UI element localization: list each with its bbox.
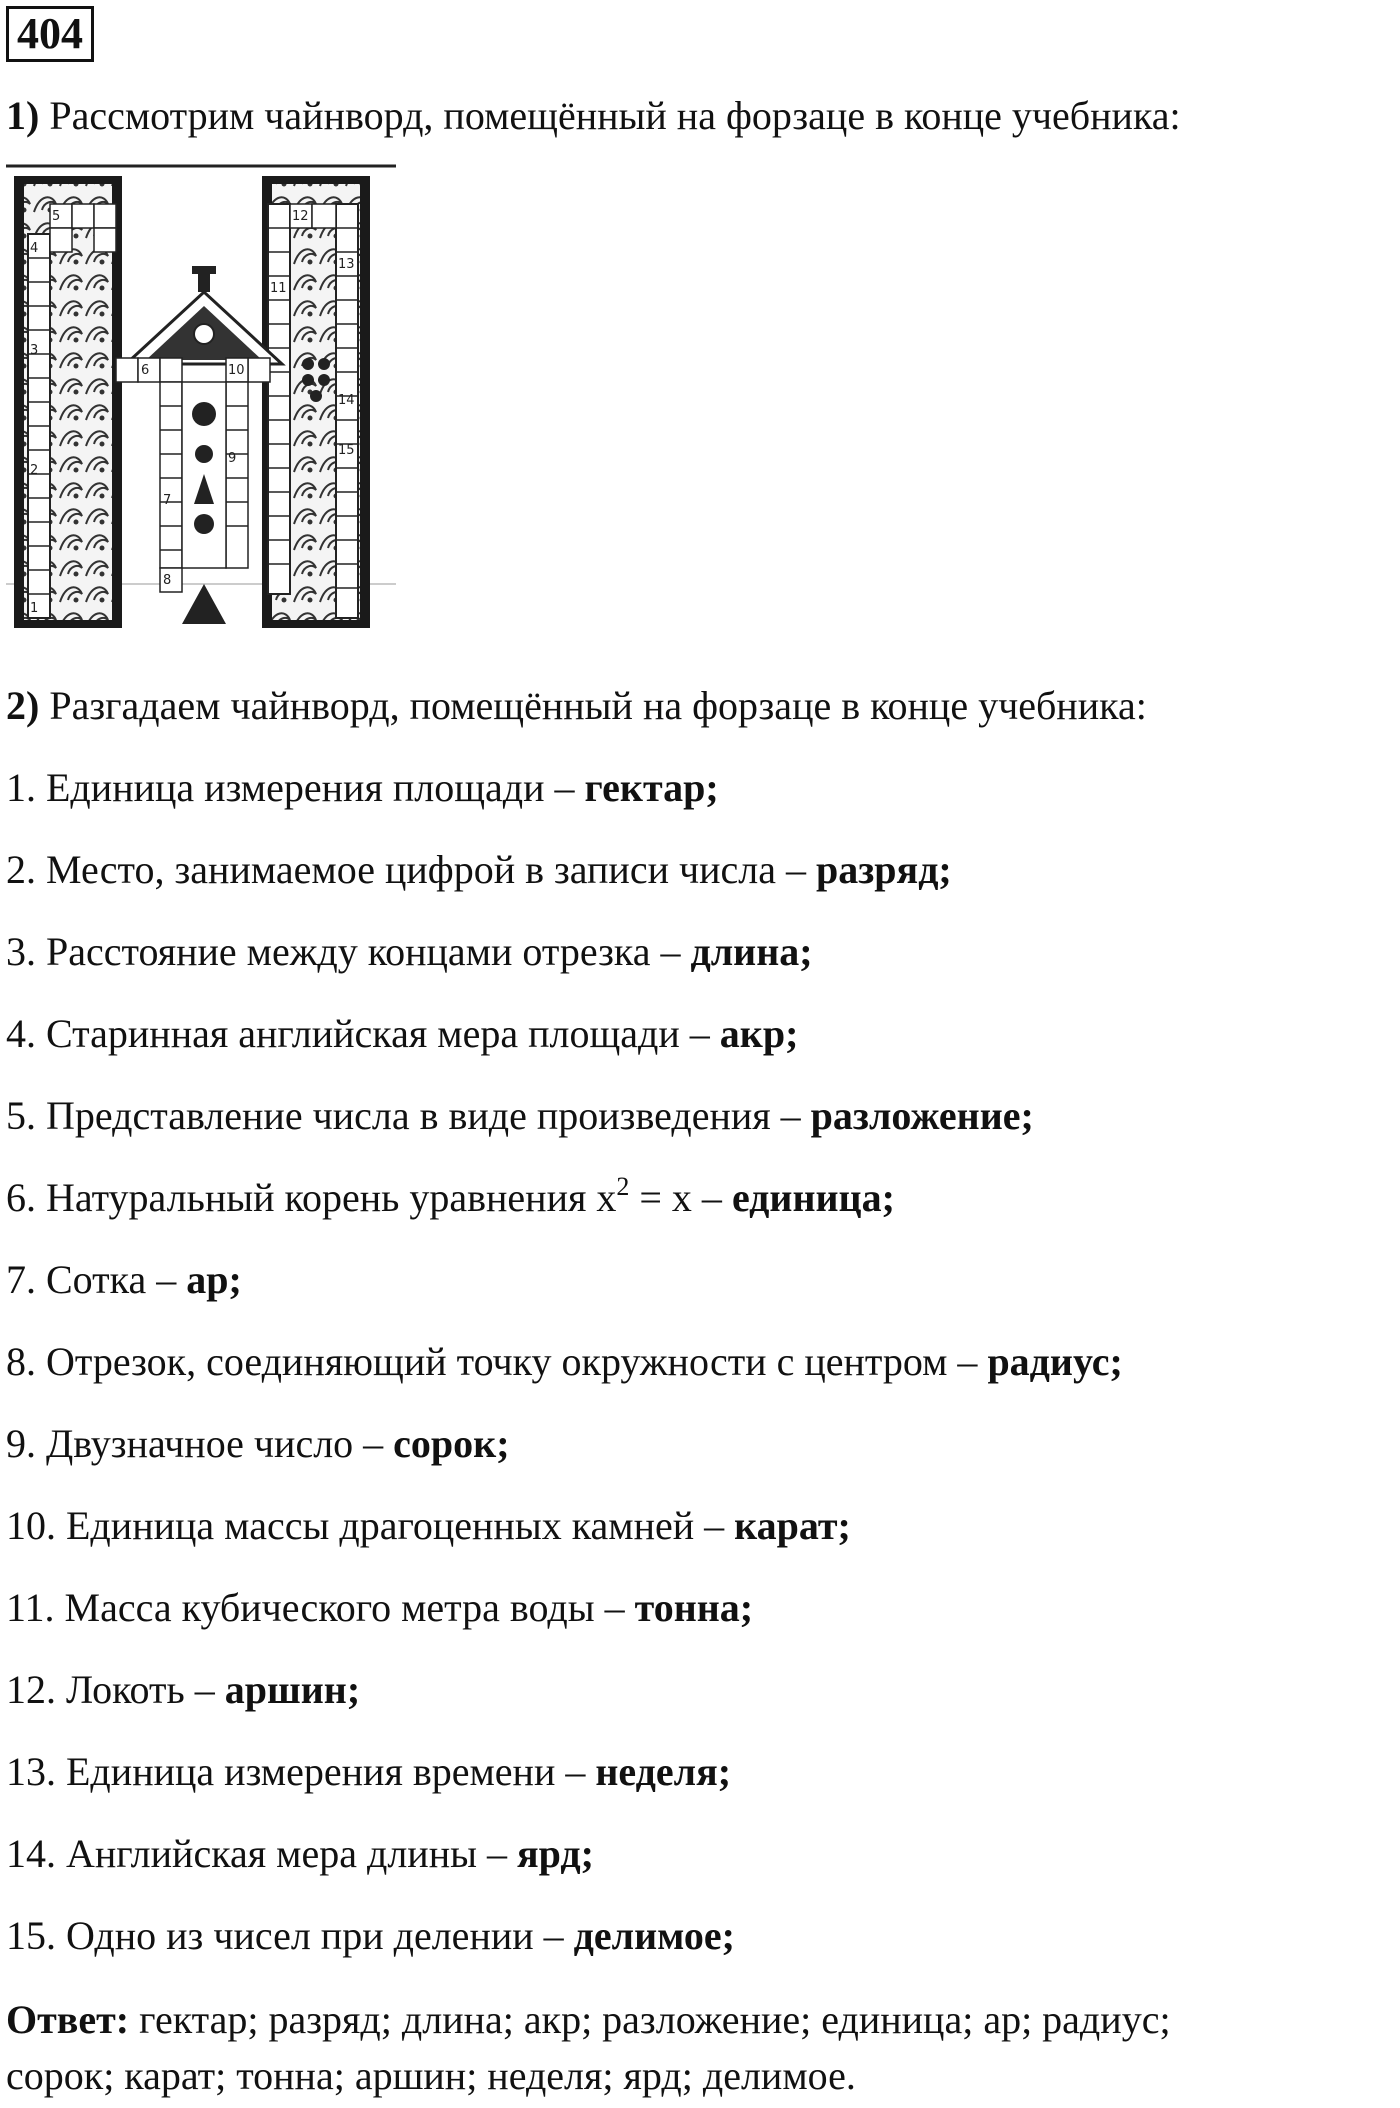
item-number: 10. (6, 1503, 56, 1548)
item-number: 8. (6, 1339, 36, 1384)
part2-text: Разгадаем чайнворд, помещённый на форзаце в конце учебника: (49, 683, 1147, 728)
item-number: 5. (6, 1093, 36, 1138)
part2-line (6, 682, 1147, 730)
item-text: Единица измерения площади – (46, 765, 575, 810)
item-answer: радиус; (987, 1339, 1123, 1384)
cell-number-2: 2 (30, 463, 39, 478)
item-text: Старинная английская мера площади – (46, 1011, 710, 1056)
item-text: Локоть – (66, 1667, 215, 1712)
item-text: Единица измерения времени – (66, 1749, 586, 1794)
item-9 (6, 1420, 510, 1468)
item-answer: ар; (186, 1257, 242, 1302)
cell-number-8: 8 (163, 573, 172, 588)
item-answer: неделя; (595, 1749, 732, 1794)
item-answer: разряд; (815, 847, 952, 892)
item-10 (6, 1502, 851, 1550)
item-text: Расстояние между концами отрезка – (46, 929, 681, 974)
chainword-figure (6, 164, 396, 644)
item-answer: аршин; (224, 1667, 361, 1712)
cell-number-11: 11 (270, 281, 287, 296)
item-answer: длина; (690, 929, 813, 974)
item-number: 3. (6, 929, 36, 974)
item-number: 2. (6, 847, 36, 892)
cell-number-15: 15 (338, 443, 355, 458)
answer-text-1: гектар; разряд; длина; акр; разложение; единица; ар; радиус; (139, 1997, 1171, 2042)
item-text: Отрезок, соединяющий точку окружности с центром – (46, 1339, 978, 1384)
item-answer: единица; (731, 1175, 895, 1220)
part1-marker: 1) (6, 93, 40, 138)
item-number: 6. (6, 1175, 36, 1220)
item-answer: акр; (719, 1011, 799, 1056)
item-number: 9. (6, 1421, 36, 1466)
item-text: Представление числа в виде произведения – (46, 1093, 801, 1138)
task-number: 404 (6, 6, 94, 62)
item-answer: гектар; (584, 765, 719, 810)
cell-number-1: 1 (30, 601, 39, 616)
answer-label: Ответ: (6, 1997, 130, 2042)
cell-number-14: 14 (338, 393, 355, 408)
item-text: Двузначное число – (46, 1421, 384, 1466)
item-1 (6, 764, 719, 812)
item-text-after: = x – (629, 1175, 722, 1220)
cell-number-4: 4 (30, 241, 39, 256)
item-answer: разложение; (810, 1093, 1034, 1138)
cell-number-12: 12 (292, 209, 309, 224)
part2-marker: 2) (6, 683, 40, 728)
part1-text: Рассмотрим чайнворд, помещённый на форзаце в конце учебника: (49, 93, 1181, 138)
item-2 (6, 846, 952, 894)
item-8 (6, 1338, 1123, 1386)
answer-line-1 (6, 1996, 1171, 2044)
item-text: Английская мера длины – (66, 1831, 507, 1876)
item-14 (6, 1830, 594, 1878)
item-12 (6, 1666, 360, 1714)
cell-number-3: 3 (30, 343, 39, 358)
cell-number-9: 9 (228, 451, 237, 466)
item-text: Место, занимаемое цифрой в записи числа – (46, 847, 806, 892)
item-number: 13. (6, 1749, 56, 1794)
item-number: 11. (6, 1585, 55, 1630)
cell-number-13: 13 (338, 257, 355, 272)
cell-number-10: 10 (228, 363, 245, 378)
item-answer: делимое; (573, 1913, 735, 1958)
item-11 (6, 1584, 753, 1632)
item-text: Натуральный корень уравнения x (46, 1175, 617, 1220)
item-answer: карат; (734, 1503, 851, 1548)
item-number: 15. (6, 1913, 56, 1958)
item-answer: сорок; (393, 1421, 510, 1466)
part1-line (6, 92, 1181, 140)
answer-text-2: сорок; карат; тонна; аршин; неделя; ярд; делимое. (6, 2053, 856, 2098)
item-15 (6, 1912, 735, 1960)
item-3 (6, 928, 813, 976)
item-number: 7. (6, 1257, 36, 1302)
item-answer: ярд; (517, 1831, 594, 1876)
item-number: 14. (6, 1831, 56, 1876)
cell-number-7: 7 (163, 493, 172, 508)
answer-line-2 (6, 2052, 856, 2100)
item-number: 1. (6, 765, 36, 810)
item-number: 4. (6, 1011, 36, 1056)
item-4 (6, 1010, 798, 1058)
item-text: Сотка – (46, 1257, 177, 1302)
cell-number-5: 5 (52, 209, 61, 224)
item-text: Единица массы драгоценных камней – (66, 1503, 725, 1548)
item-text: Одно из чисел при делении – (66, 1913, 564, 1958)
cell-number-6: 6 (141, 363, 150, 378)
item-5 (6, 1092, 1034, 1140)
item-number: 12. (6, 1667, 56, 1712)
item-13 (6, 1748, 731, 1796)
item-text: Масса кубического метра воды – (64, 1585, 625, 1630)
item-answer: тонна; (634, 1585, 754, 1630)
superscript-exponent: 2 (616, 1171, 630, 1201)
item-7 (6, 1256, 242, 1304)
item-6 (6, 1171, 895, 1222)
